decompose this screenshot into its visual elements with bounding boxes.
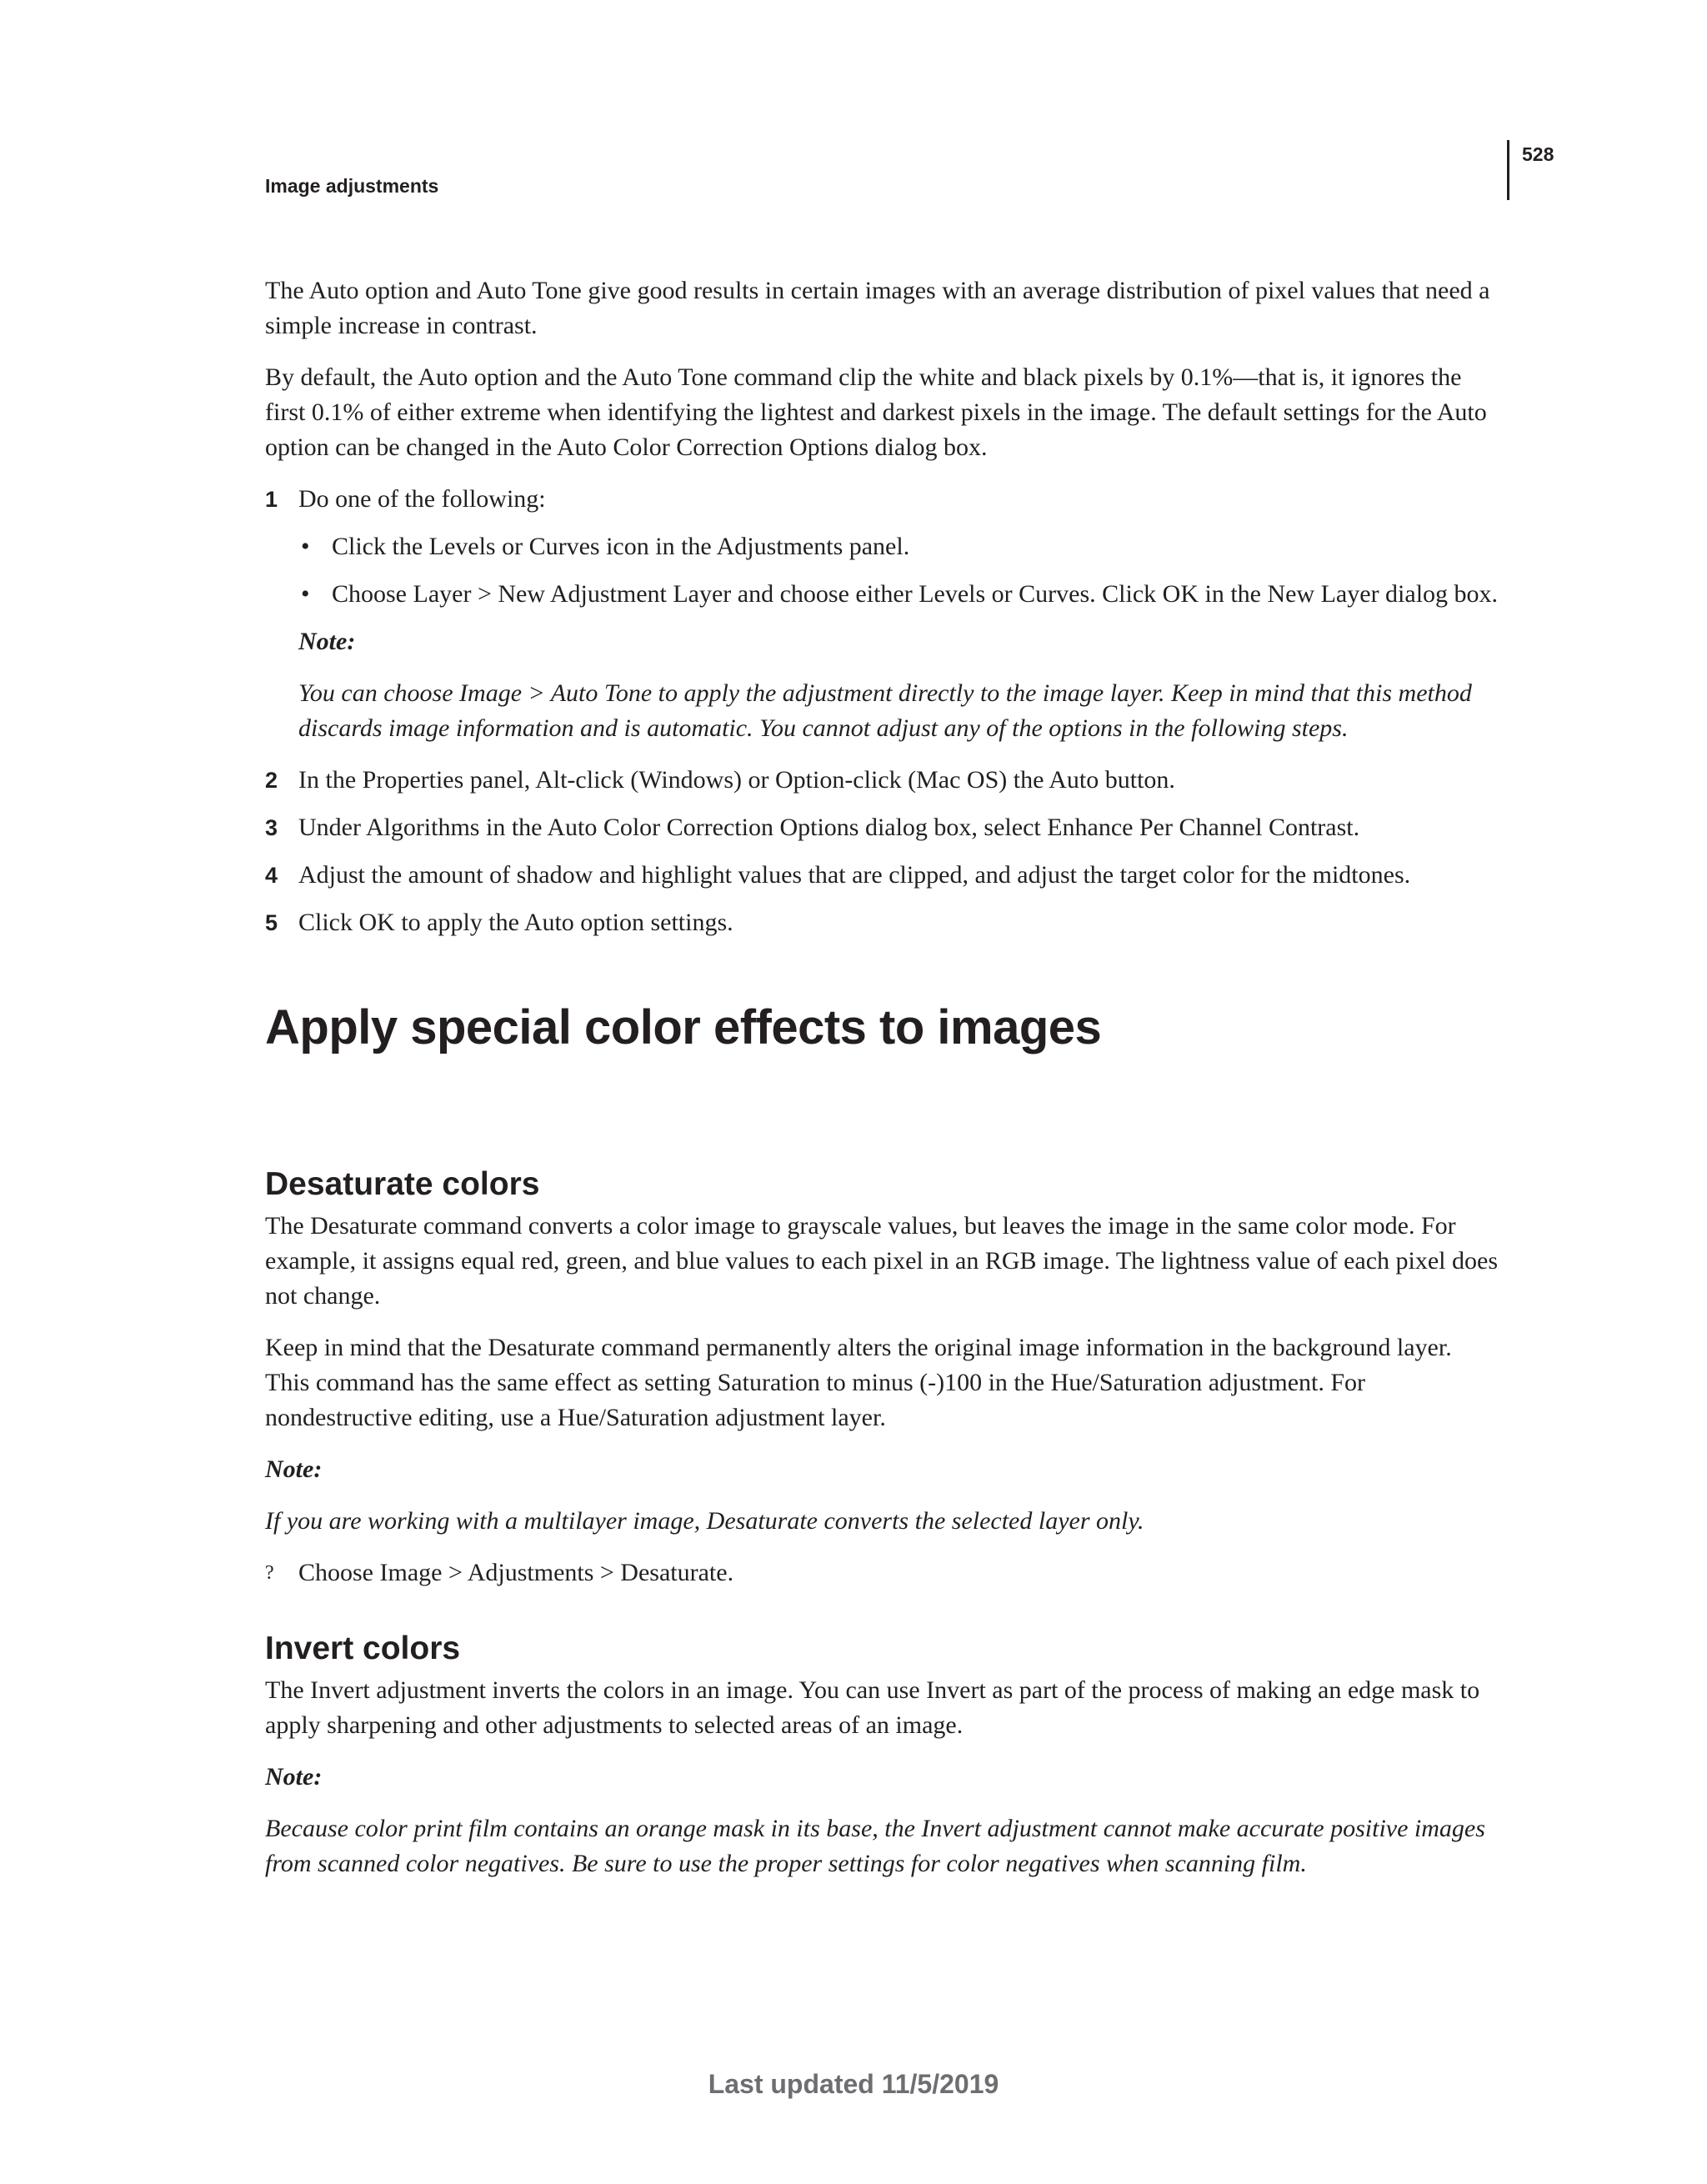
bullet-marker: • xyxy=(301,533,310,560)
step-number: 2 xyxy=(265,768,278,793)
step-text: Click OK to apply the Auto option settings. xyxy=(298,909,733,936)
intro-paragraph-1: The Auto option and Auto Tone give good results in certain images with an average distribution of pixel values that need a simple increase in contrast. xyxy=(265,277,1490,339)
step-number: 5 xyxy=(265,910,278,935)
note-text: You can choose Image > Auto Tone to apply the adjustment directly to the image layer. Keep in mind that this method discards image information and is automatic. You cannot adjust any of the options in the following steps. xyxy=(298,679,1472,742)
step-marker: ? xyxy=(265,1562,274,1584)
section-title: Apply special color effects to images xyxy=(265,1000,1102,1054)
note-text: Because color print film contains an orange mask in its base, the Invert adjustment cannot make accurate positive images from scanned color negatives. Be sure to use the proper settings for color negatives when scanning film. xyxy=(265,1815,1485,1877)
step-text: In the Properties panel, Alt-click (Windows) or Option-click (Mac OS) the Auto button. xyxy=(298,766,1175,794)
note-label: Note: xyxy=(298,628,356,655)
note-label: Note: xyxy=(265,1455,323,1483)
step-number: 4 xyxy=(265,863,278,888)
bullet-marker: • xyxy=(301,580,310,608)
step-5 xyxy=(265,905,1500,940)
bullet-text: Choose Layer > New Adjustment Layer and choose either Levels or Curves. Click OK in the New Layer dialog box. xyxy=(332,580,1499,608)
last-updated-footer: Last updated 11/5/2019 xyxy=(708,2069,999,2099)
invert-heading: Invert colors xyxy=(265,1630,461,1666)
desaturate-step xyxy=(265,1555,1500,1590)
page-content xyxy=(265,273,1500,1898)
step-text: Choose Image > Adjustments > Desaturate. xyxy=(298,1559,734,1586)
step-2 xyxy=(265,763,1500,798)
desaturate-paragraph-2: Keep in mind that the Desaturate command permanently alters the original image information in the background layer. This command has the same effect as setting Saturation to minus (-)100 in the Hue/Saturation adjustment. For nondestructive editing, use a Hue/Saturation adjustment layer. xyxy=(265,1334,1452,1431)
desaturate-paragraph-1: The Desaturate command converts a color image to grayscale values, but leaves the image in the same color mode. For example, it assigns equal red, green, and blue values to each pixel in an RGB image. The lightness value of each pixel does not change. xyxy=(265,1212,1499,1310)
bullet-text: Click the Levels or Curves icon in the Adjustments panel. xyxy=(332,533,910,560)
page-number: 528 xyxy=(1522,143,1554,165)
note-label: Note: xyxy=(265,1763,323,1791)
running-head: Image adjustments xyxy=(265,175,439,197)
step-text: Under Algorithms in the Auto Color Correction Options dialog box, select Enhance Per Channel Contrast. xyxy=(298,814,1360,841)
note-text: If you are working with a multilayer image, Desaturate converts the selected layer only. xyxy=(265,1507,1144,1535)
intro-paragraph-2: By default, the Auto option and the Auto Tone command clip the white and black pixels by 0.1%—that is, it ignores the first 0.1% of either extreme when identifying the lightest and darkest pixels in the image. The default settings for the Auto option can be changed in the Auto Color Correction Options dialog box. xyxy=(265,363,1487,461)
page-number-rule xyxy=(1507,140,1509,200)
step-text: Do one of the following: xyxy=(298,485,546,513)
step-text: Adjust the amount of shadow and highlight values that are clipped, and adjust the target color for the midtones. xyxy=(298,861,1411,889)
bullet-item-1 xyxy=(265,529,1500,564)
step-1 xyxy=(265,482,1500,517)
bullet-item-2 xyxy=(265,577,1500,612)
step-3 xyxy=(265,810,1500,845)
step-4 xyxy=(265,858,1500,893)
desaturate-heading: Desaturate colors xyxy=(265,1166,540,1202)
step-number: 1 xyxy=(265,487,278,512)
step-number: 3 xyxy=(265,815,278,840)
invert-paragraph-1: The Invert adjustment inverts the colors in an image. You can use Invert as part of the process of making an edge mask to apply sharpening and other adjustments to selected areas of an image. xyxy=(265,1676,1480,1739)
